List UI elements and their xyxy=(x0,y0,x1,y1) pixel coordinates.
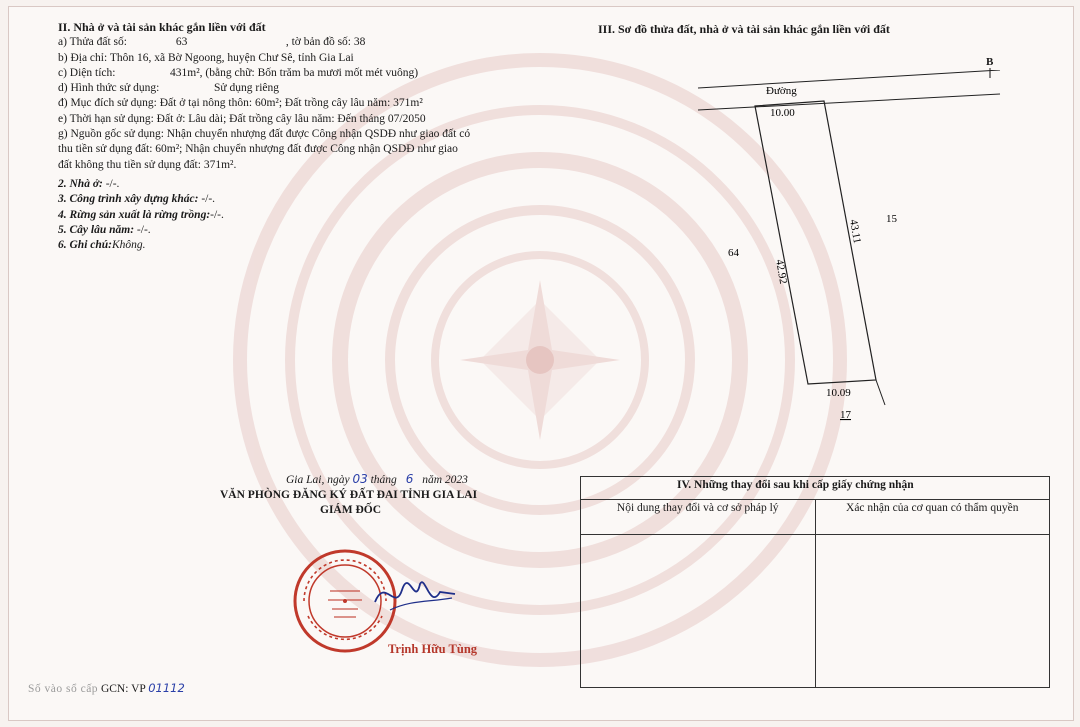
changes-table xyxy=(580,476,1050,688)
bottom-edge-length: 10.09 xyxy=(826,387,851,399)
info-line-area: c) Diện tích: 431m², (bằng chữ: Bốn trăm ba mươi mốt mét vuông) xyxy=(58,66,419,79)
info-line-parcel: a) Thửa đất số: 63 , tờ bản đồ số: 38 xyxy=(58,35,538,50)
item-planted-forest: 4. Rừng sản xuất là rừng trồng:-/-. xyxy=(58,208,224,221)
right-edge-length: 43.11 xyxy=(847,218,864,245)
item-perennial-trees: 5. Cây lâu năm: -/-. xyxy=(58,223,151,236)
date-month: 6 xyxy=(405,472,414,486)
issue-date: Gia Lai, ngày 03 tháng 6 năm 2023 xyxy=(286,472,468,486)
gcn-number: 01112 xyxy=(148,681,185,695)
info-line-usage-form: d) Hình thức sử dụng: Sử dụng riêng xyxy=(58,82,280,95)
info-line-origin: g) Nguồn gốc sử dụng: Nhận chuyển nhượng đất được Công nhận QSDĐ như giao đất có xyxy=(58,128,471,141)
parcel-diagram xyxy=(680,70,1020,430)
changes-confirmation-cell xyxy=(815,535,1050,688)
parcel-number: 63 xyxy=(175,36,188,49)
map-sheet-number: 38 xyxy=(353,36,366,49)
section-title-iii: III. Sơ đồ thửa đất, nhà ở và tài sản khác gắn liền với đất xyxy=(598,22,890,36)
changes-content-cell xyxy=(581,535,816,688)
info-line-duration: e) Thời hạn sử dụng: Đất ở: Lâu dài; Đất trồng cây lâu năm: Đến tháng 07/2050 xyxy=(58,112,426,125)
section-title-ii: II. Nhà ở và tài sản khác gắn liền với đất xyxy=(58,20,266,34)
issuing-office: VĂN PHÒNG ĐĂNG KÝ ĐẤT ĐAI TỈNH GIA LAI xyxy=(220,489,478,501)
neighbor-parcel-bottom: 17 xyxy=(840,409,851,421)
changes-col-content: Nội dung thay đổi và cơ sở pháp lý xyxy=(581,500,816,535)
boundary-tick xyxy=(876,380,885,405)
director-title: GIÁM ĐỐC xyxy=(320,504,382,516)
info-line-purpose: đ) Mục đích sử dụng: Đất ở tại nông thôn: 60m²; Đất trồng cây lâu năm: 371m² xyxy=(58,97,423,110)
info-line-address: b) Địa chỉ: Thôn 16, xã Bờ Ngoong, huyện Chư Sê, tỉnh Gia Lai xyxy=(58,51,354,64)
origin-continuation-1: thu tiền sử dụng đất: 60m²; Nhận chuyển nhượng đất được Công nhận QSDĐ như giao xyxy=(58,143,458,156)
date-day: 03 xyxy=(352,472,368,486)
gcn-number-line: Số vào sổ cấp GCN: VP 01112 xyxy=(28,681,185,695)
road-edge-upper xyxy=(698,70,1000,88)
signer-name: Trịnh Hữu Tùng xyxy=(388,642,478,656)
north-arrow-icon: B xyxy=(986,56,994,68)
left-edge-length: 42.92 xyxy=(773,258,790,285)
item-house: 2. Nhà ở: -/-. xyxy=(58,177,120,190)
changes-col-confirmation: Xác nhận của cơ quan có thẩm quyền xyxy=(815,500,1050,535)
changes-table-title: IV. Những thay đổi sau khi cấp giấy chứng nhận xyxy=(581,477,1050,500)
road-edge-lower xyxy=(698,94,1000,110)
neighbor-parcel-right: 15 xyxy=(886,213,897,225)
item-other-construction: 3. Công trình xây dựng khác: -/-. xyxy=(58,193,216,206)
item-notes: 6. Ghi chú:Không. xyxy=(58,239,146,252)
handwritten-signature-icon xyxy=(370,572,460,617)
top-edge-length: 10.00 xyxy=(770,107,795,119)
road-label: Đường xyxy=(766,85,797,97)
neighbor-parcel-left: 64 xyxy=(728,247,739,259)
origin-continuation-2: đất không thu tiền sử dụng đất: 371m². xyxy=(58,158,237,171)
land-info-section xyxy=(58,20,538,253)
